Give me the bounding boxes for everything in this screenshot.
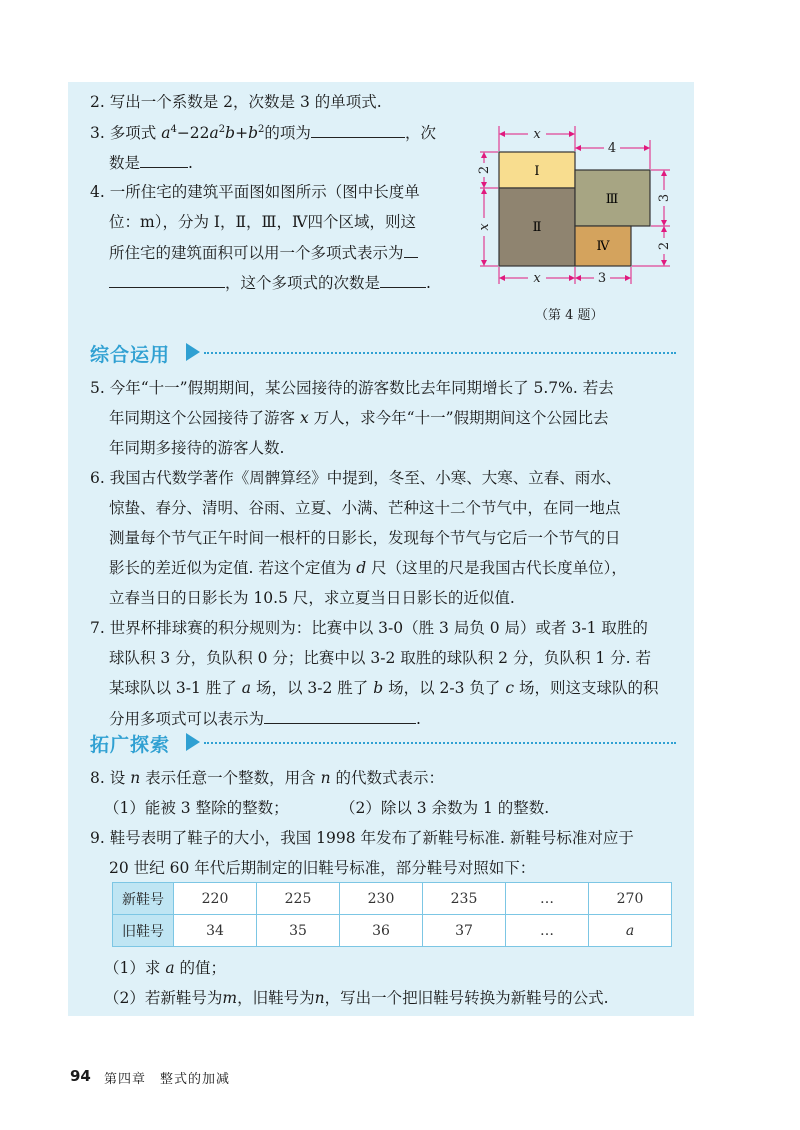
- section-title-exploration: 拓广探索: [90, 734, 171, 756]
- sub-question: （1）求 a 的值；: [104, 959, 227, 977]
- question-7: 7. 世界杯排球赛的积分规则为：比赛中以 3-0（胜 3 局负 0 局）或者 3-1 取胜的: [90, 619, 648, 637]
- dim-label: x: [477, 223, 492, 231]
- region-label: Ⅱ: [532, 220, 542, 235]
- answer-blank[interactable]: [140, 152, 188, 168]
- floor-plan-diagram: [470, 118, 690, 298]
- section-divider: [204, 352, 676, 354]
- answer-blank[interactable]: [109, 272, 225, 288]
- dim-label: x: [533, 271, 541, 286]
- chapter-title: 第四章 整式的加减: [104, 1072, 231, 1087]
- question-5: 5. 今年“十一”假期期间，某公园接待的游客数比去年同期增长了 5.7%. 若去: [90, 379, 614, 397]
- dim-label: x: [533, 127, 541, 142]
- section-arrow-icon: [186, 733, 200, 751]
- question-2: [90, 92, 382, 112]
- question-3-line2: 数是 .: [109, 154, 193, 172]
- section-title-applications: 综合运用: [90, 344, 171, 366]
- question-number: 2.: [90, 93, 105, 111]
- dim-label: 2: [657, 241, 672, 251]
- answer-blank[interactable]: [380, 272, 426, 288]
- page-number: 94: [70, 1067, 91, 1085]
- section-arrow-icon: [186, 343, 200, 361]
- region-label: Ⅰ: [534, 164, 540, 179]
- question-9: 9. 鞋号表明了鞋子的大小，我国 1998 年发布了新鞋号标准. 新鞋号标准对应于: [90, 829, 634, 847]
- sub-question: （2）若新鞋号为m，旧鞋号为n，写出一个把旧鞋号转换为新鞋号的公式.: [104, 989, 609, 1007]
- dim-label: 2: [477, 165, 492, 175]
- answer-blank[interactable]: [404, 242, 418, 258]
- answer-blank[interactable]: [311, 122, 405, 138]
- dim-label: 4: [607, 141, 617, 156]
- region-label: Ⅳ: [596, 239, 610, 254]
- shoe-size-table: [112, 882, 672, 947]
- table-row: 新鞋号 220 225 230 235 … 270: [113, 883, 672, 915]
- figure-caption: （第 4 题）: [535, 308, 604, 323]
- question-3: 3. 多项式 $a^4-22a^2b+b^2$的项为 ，次: [90, 123, 436, 142]
- table-row: 旧鞋号 34 35 36 37 … a: [113, 915, 672, 947]
- question-number: 4.: [90, 183, 105, 201]
- question-6: 6. 我国古代数学著作《周髀算经》中提到，冬至、小寒、大寒、立春、雨水、: [90, 469, 622, 487]
- question-text: 写出一个系数是 2，次数是 3 的单项式.: [109, 93, 382, 111]
- section-divider: [204, 742, 676, 744]
- question-4: 4. 一所住宅的建筑平面图如图所示（图中长度单: [90, 183, 420, 201]
- answer-blank[interactable]: [264, 708, 416, 724]
- dim-label: 3: [597, 271, 607, 286]
- question-8: 8. 设 n 表示任意一个整数，用含 n 的代数式表示：: [90, 769, 444, 787]
- question-number: 3.: [90, 124, 105, 142]
- dim-label: 3: [657, 193, 672, 203]
- region-label: Ⅲ: [605, 192, 619, 207]
- sub-question: （2）除以 3 余数为 1 的整数.: [340, 799, 550, 817]
- sub-question: （1）能被 3 整除的整数；: [104, 799, 289, 817]
